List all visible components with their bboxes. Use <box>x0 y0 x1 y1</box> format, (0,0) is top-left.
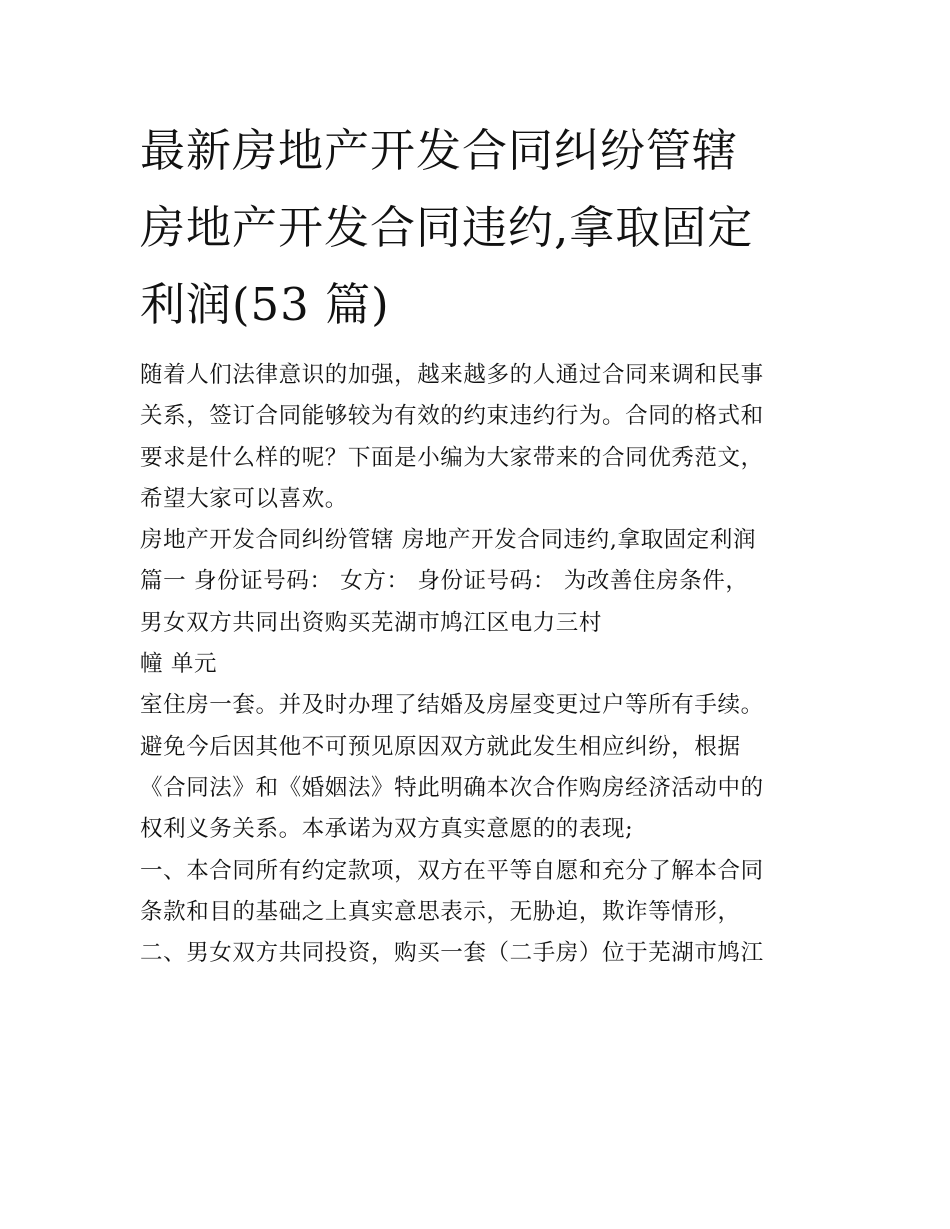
clause-line: 二、男女双方共同投资，购买一套（二手房）位于芜湖市鸠江 <box>140 940 764 967</box>
body-line: 篇一 身份证号码： 女方： 身份证号码： 为改善住房条件， <box>140 568 749 595</box>
body-line: 男女双方共同出资购买芜湖市鸠江区电力三村 <box>140 609 603 636</box>
clause-line: 一、本合同所有约定款项，双方在平等自愿和充分了解本合同 <box>140 857 764 884</box>
body-line: 避免今后因其他不可预见原因双方就此发生相应纠纷，根据 <box>140 733 741 760</box>
document-body <box>140 355 820 974</box>
body-line: 《合同法》和《婚姻法》特此明确本次合作购房经济活动中的 <box>140 774 764 801</box>
document-title <box>140 112 820 343</box>
title-line: 利润(53 篇) <box>140 278 390 331</box>
clause-line: 条款和目的基础之上真实意思表示，无胁迫，欺诈等情形， <box>140 898 741 925</box>
body-line: 幢 单元 <box>140 651 218 678</box>
body-line: 权利义务关系。本承诺为双方真实意愿的的表现; <box>140 816 634 843</box>
section-heading: 房地产开发合同纠纷管辖 房地产开发合同违约,拿取固定利润 <box>140 527 757 554</box>
title-line: 最新房地产开发合同纠纷管辖 <box>140 124 739 177</box>
body-line: 随着人们法律意识的加强，越来越多的人通过合同来调和民事 <box>140 362 764 388</box>
body-line: 要求是什么样的呢？下面是小编为大家带来的合同优秀范文， <box>140 444 764 471</box>
document-page <box>140 112 820 974</box>
body-line: 希望大家可以喜欢。 <box>140 485 348 512</box>
body-line: 关系，签订合同能够较为有效的约束违约行为。合同的格式和 <box>140 403 764 430</box>
title-line: 房地产开发合同违约,拿取固定 <box>140 201 754 254</box>
body-line: 室住房一套。并及时办理了结婚及房屋变更过户等所有手续。 <box>140 692 764 719</box>
